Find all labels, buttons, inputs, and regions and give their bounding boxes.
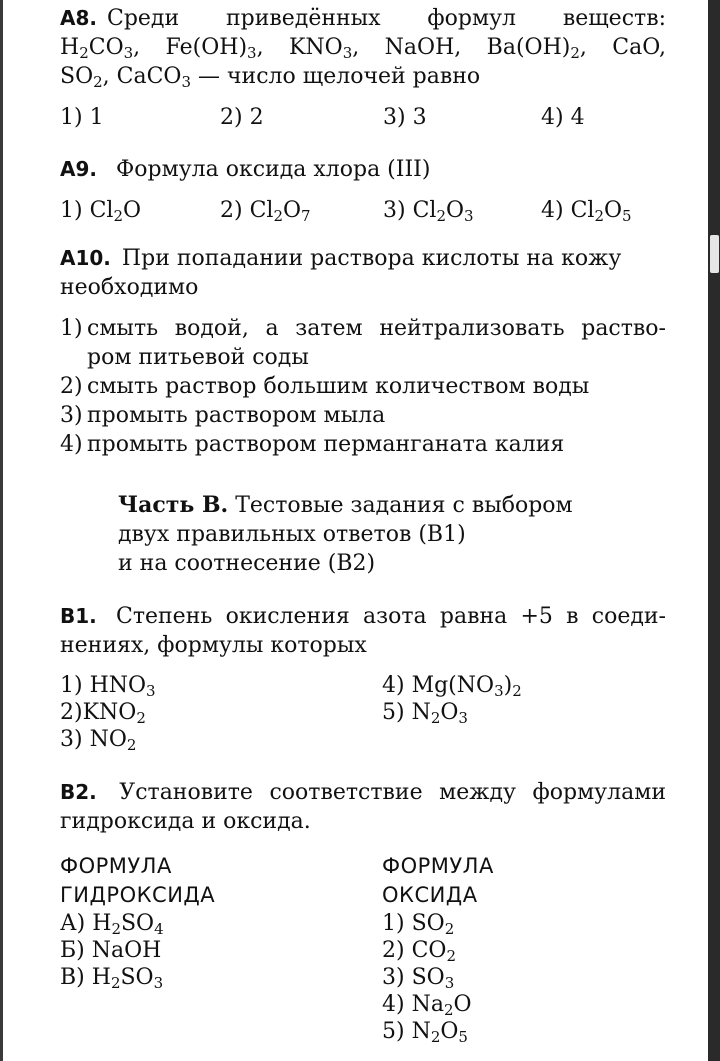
column-heading: ОКСИДА: [382, 883, 478, 907]
question-number: А9.: [60, 157, 97, 181]
option-2[interactable]: 2) $Cl_2O_7$: [220, 198, 311, 225]
formula-line-2: $SO_2$, CaCO$_3$ — число щелочей равно: [60, 64, 481, 91]
hydroxide-v[interactable]: В) $H_2SO_3$: [60, 965, 164, 992]
matching-table: [60, 852, 666, 1052]
answer-options: [60, 198, 666, 230]
question-text-2: гидроксида и оксида.: [60, 809, 311, 834]
answer-options: [60, 105, 666, 137]
formula-line: $H_2CO_3$, $Fe(OH)_3$, $KNO_3$, NaOH, $Ba(OH)_2$, CaO,: [60, 35, 666, 62]
question-text: Среди приведённых формул веществ:: [107, 6, 666, 31]
option-2[interactable]: 2) 2: [220, 105, 264, 130]
oxide-5[interactable]: 5) $N_2O_5$: [382, 1019, 468, 1046]
column-heading: ГИДРОКСИДА: [60, 883, 216, 907]
option-1[interactable]: 1) 1: [60, 105, 104, 130]
question-a10: [60, 244, 666, 459]
hydroxide-b[interactable]: Б) NaOH: [60, 938, 162, 963]
option-5[interactable]: 5) $N_2O_3$: [382, 700, 468, 727]
column-heading: ФОРМУЛА: [382, 854, 494, 878]
question-a8: [60, 4, 666, 137]
scrollbar-thumb[interactable]: [710, 235, 719, 273]
option-2[interactable]: 2) смыть раствор большим количеством воды: [60, 374, 590, 399]
question-text-2: нениях, формулы которых: [60, 633, 367, 658]
option-4[interactable]: 4) 4: [541, 105, 585, 130]
oxide-3[interactable]: 3) $SO_3$: [382, 965, 455, 992]
option-4[interactable]: 4) $Cl_2O_5$: [541, 198, 632, 225]
option-3[interactable]: 3) 3: [383, 105, 427, 130]
oxide-1[interactable]: 1) $SO_2$: [382, 911, 455, 938]
question-number: А10.: [60, 246, 111, 270]
option-3[interactable]: 3) промыть раствором мыла: [60, 403, 386, 428]
option-1[interactable]: 1) $HNO_3$: [60, 673, 156, 700]
answer-list: [60, 314, 666, 459]
question-number: А8.: [60, 6, 97, 30]
document-page: [60, 4, 666, 1052]
option-1[interactable]: 1) смыть водой, а затем нейтрализовать раство- ром питьевой соды: [60, 316, 666, 370]
oxide-4[interactable]: 4) $Na_2O$: [382, 992, 472, 1019]
column-heading: ФОРМУЛА: [60, 854, 172, 878]
scrollbar-track[interactable]: [708, 0, 720, 1061]
hydroxide-column: [60, 852, 215, 991]
question-text: Установите соответствие между формулами: [119, 780, 666, 805]
oxide-column: [382, 852, 494, 1045]
option-2[interactable]: $2)KNO_2$: [60, 700, 146, 727]
option-4[interactable]: 4) промыть раствором перманганата калия: [60, 432, 565, 457]
question-a9: [60, 155, 666, 230]
question-text: Степень окисления азота равна +5 в соеди-: [116, 604, 666, 629]
question-text: При попадании раствора кислоты на кожу: [121, 246, 622, 271]
question-number: В2.: [60, 780, 97, 804]
hydroxide-a[interactable]: А) $H_2SO_4$: [60, 911, 164, 938]
answer-options: [60, 672, 666, 758]
left-edge: [0, 0, 3, 1061]
question-b2: [60, 778, 666, 1052]
question-text: Формула оксида хлора (III): [116, 157, 431, 182]
part-b-heading: Часть В. Тестовые задания с выбором двух правильных ответов (В1) и на соотнесение (В2): [118, 492, 573, 576]
option-3[interactable]: 3) $NO_2$: [60, 727, 137, 754]
question-number: В1.: [60, 604, 97, 628]
option-4[interactable]: 4) $Mg(NO_3)_2$: [382, 673, 522, 700]
question-b1: [60, 602, 666, 758]
option-3[interactable]: 3) $Cl_2O_3$: [383, 198, 474, 225]
oxide-2[interactable]: 2) $CO_2$: [382, 938, 456, 965]
question-text-2: необходимо: [60, 275, 199, 300]
option-1[interactable]: 1) $Cl_2O$: [60, 198, 142, 225]
